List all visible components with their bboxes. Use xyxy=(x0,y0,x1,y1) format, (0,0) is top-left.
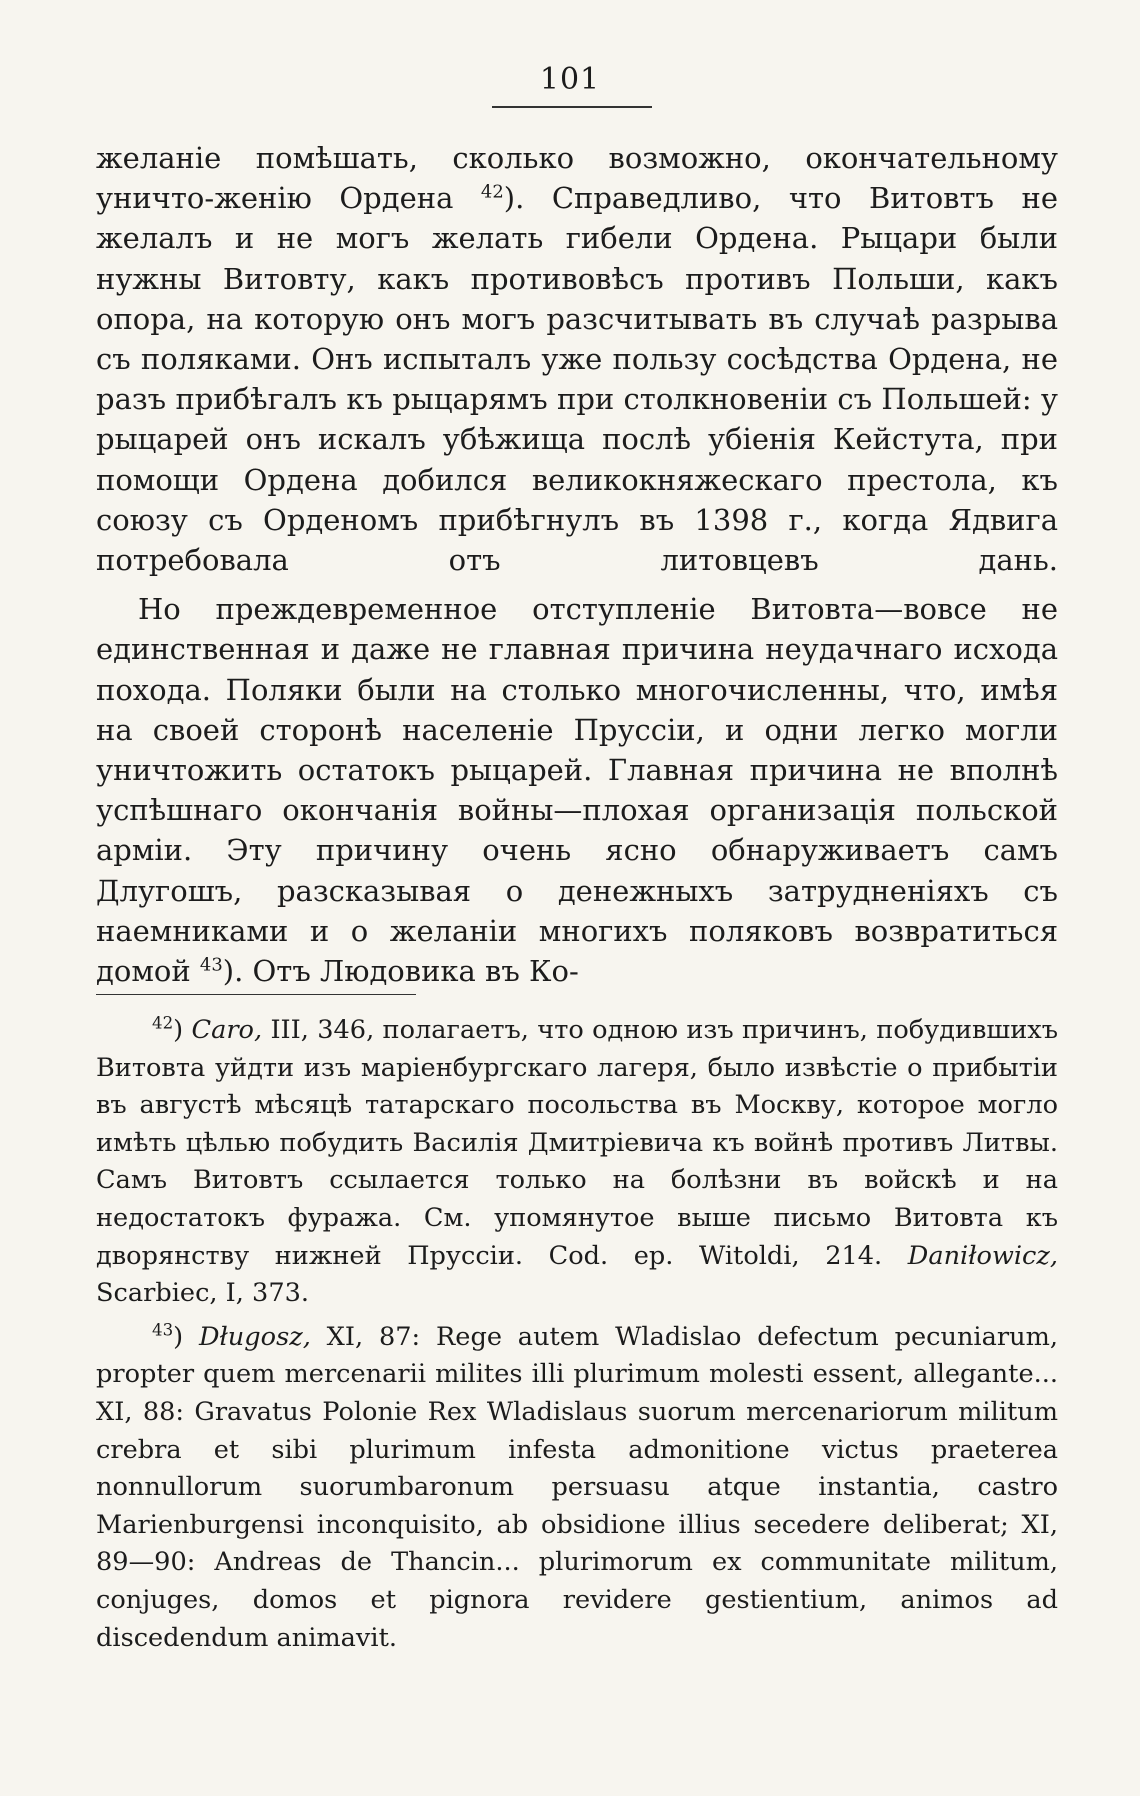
footnote-number: 42 xyxy=(152,1013,174,1033)
paragraph-2-part-1: Но преждевременное отступленіе Витовта—вовсе не единственная и даже не главная причина неудачнаго исхода похода. Поляки были на столько многочисленны, что, имѣя на своей сторонѣ населеніе Пруссіи, и одни легко могли уничтожить остатокъ рыцарей. Главная причина не вполнѣ успѣшнаго окончанія войны—плохая организація польской арміи. Эту причину очень ясно обнаруживаетъ самъ Длугошъ, разсказывая о денежныхъ затрудненіяхъ съ наемниками и о желаніи многихъ поляковъ возвратиться домой xyxy=(96,592,1058,989)
footnote-number: 43 xyxy=(152,1320,174,1340)
paragraph-1-part-1: желаніе помѣшать, сколько возможно, окончательному уничто-женію Ордена xyxy=(96,141,1058,216)
footnotes xyxy=(96,1012,1058,1657)
footnote-rule xyxy=(96,994,416,995)
paragraph-2-part-2: ). Отъ Людовика въ Ко- xyxy=(222,954,579,989)
page-number: 101 xyxy=(539,62,601,97)
paragraph-2 xyxy=(96,589,1058,991)
footnote-text: III, 346, полагаетъ, что одною изъ причинъ, побудившихъ Витовта уйдти изъ маріенбургскаго лагеря, было извѣстіе о прибытіи въ августѣ мѣсяцѣ татарскаго посольства въ Москву, которое могло имѣть цѣлью побудить Василія Дмитріевича къ войнѣ противъ Литвы. Самъ Витовтъ ссылается только на болѣзни въ войскѣ и на недостатокъ фуража. См. упомянутое выше письмо Витовта къ дворянству нижней Пруссіи. Cod. ep. Witoldi, 214. xyxy=(96,1015,1058,1271)
footnote-author: Długosz, xyxy=(198,1321,311,1352)
footnote-42: $^{42}$) Caro, III, 346, полагаетъ, что одною изъ причинъ, побудившихъ Витовта уйдти изъ маріенбургскаго лагеря, было извѣстіе о прибытіи въ августѣ мѣсяцѣ татарскаго посольства въ Москву, которое могло имѣть цѣлью побудить Василія Дмитріевича къ войнѣ противъ Литвы. Самъ Витовтъ ссылается только на болѣзни въ войскѣ и на недостатокъ фуража. См. упомянутое выше письмо Витовта къ дворянству нижней Пруссіи. Cod. ep. Witoldi, 214. Daniłowicz, Scarbiec, I, 373. xyxy=(96,1013,1058,1309)
footnote-author: Caro, xyxy=(191,1015,263,1045)
footnote-text: XI, 87: Rege autem Wladislao defectum pecuniarum, propter quem mercenarii milites illi plurimum molesti essent, allegante... XI, 88: Gravatus Polonie Rex Wladislaus suorum mercenariorum militum crebra et sibi plurimum infesta admonitione victus praeterea nonnullorum suorumbaronum persuasu atque instantia, castro Marienburgensi inconquisito, ab obsidione illius secedere deliberat; XI, 89—90: Andreas de Thancin... plurimorum ex communitate militum, conjuges, domos et pignora revidere gestientium, animos ad discedendum animavit. xyxy=(96,1321,1058,1653)
footnote-ref-43: 43 xyxy=(199,954,223,976)
main-text xyxy=(96,138,1058,991)
footnote-ref-42: 42 xyxy=(480,181,504,203)
footnote-text: Scarbiec, I, 373. xyxy=(96,1278,310,1309)
paragraph-1-part-2: ). Справедливо, что Витовтъ не желалъ и не могъ желать гибели Ордена. Рыцари были нужны Витовту, какъ противовѣсъ противъ Польши, какъ опора, на которую онъ могъ разсчитывать въ случаѣ разрыва съ поляками. Онъ испыталъ уже пользу сосѣдства Ордена, не разъ прибѣгалъ къ рыцарямъ при столкновеніи съ Польшей: у рыцарей онъ искалъ убѣжища послѣ убіенія Кейстута, при помощи Ордена добился великокняжескаго престола, къ союзу съ Орденомъ прибѣгнулъ въ 1398 г., когда Ядвига потребовала отъ литовцевъ дань. xyxy=(96,181,1058,578)
header-rule xyxy=(492,106,652,108)
paragraph-1 xyxy=(96,138,1058,580)
footnote-43: $^{43}$) Długosz, XI, 87: Rege autem Wladislao defectum pecuniarum, propter quem mercenarii milites illi plurimum molesti essent, allegante... XI, 88: Gravatus Polonie Rex Wladislaus suorum mercenariorum militum crebra et sibi plurimum infesta admonitione victus praeterea nonnullorum suorumbaronum persuasu atque instantia, castro Marienburgensi inconquisito, ab obsidione illius secedere deliberat; XI, 89—90: Andreas de Thancin... plurimorum ex communitate militum, conjuges, domos et pignora revidere gestientium, animos ad discedendum animavit. xyxy=(96,1320,1058,1653)
footnote-author: Daniłowicz, xyxy=(907,1240,1058,1271)
